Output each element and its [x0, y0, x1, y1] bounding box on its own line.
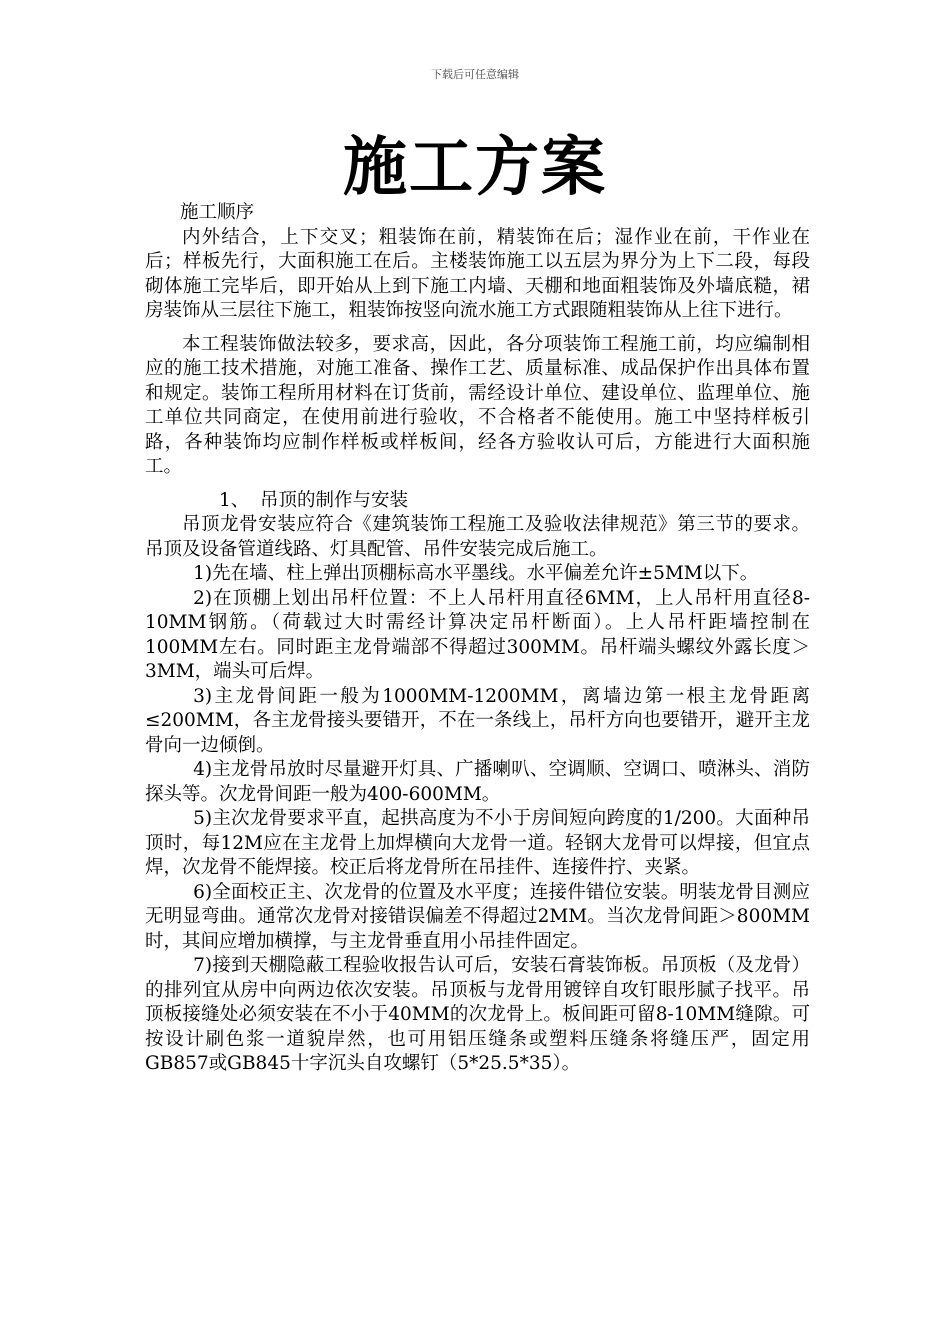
- section-title: 施工顺序: [180, 202, 255, 223]
- step-item-5: 5)主次龙骨要求平直，起拱高度为不小于房间短向跨度的1/200。大面种吊顶时，每12M应在主龙骨上加焊横向大龙骨一道。轻钢大龙骨可以焊接，但宜点焊，次龙骨不能焊接。校正后将龙骨所在吊挂件、连接件拧、夹紧。: [145, 808, 810, 878]
- step-item-7: 7)接到天棚隐蔽工程验收报告认可后，安装石膏装饰板。吊顶板（及龙骨）的排列宜从房中向两边依次安装。吊顶板与龙骨用镀锌自攻钉眼彤腻子找平。吊顶板接缝处必须安装在不小于40MM的次龙骨上。板间距可留8-10MM缝隙。可按设计刷色浆一道貌岸然，也可用铝压缝条或塑料压缝条将缝压严，固定用GB857或GB845十字沉头自攻螺钉（5*25.5*35）。: [145, 955, 810, 1074]
- paragraph-gap: [145, 324, 810, 333]
- document-body: [145, 201, 810, 1077]
- step-item-3: 3)主龙骨间距一般为1000MM-1200MM，离墙边第一根主龙骨距离≤200MM，各主龙骨接头要错开，不在一条线上，吊杆方向也要错开，避开主龙骨向一边倾倒。: [145, 685, 810, 756]
- paragraph-ceiling-intro: 吊顶龙骨安装应符合《建筑装饰工程施工及验收法律规范》第三节的要求。吊顶及设备管道线路、灯具配管、吊件安装完成后施工。: [145, 514, 810, 560]
- step-item-2: 2)在顶棚上划出吊杆位置：不上人吊杆用直径6MM，上人吊杆用直径8-10MM钢筋。（荷载过大时需经计算决定吊杆断面）。上人吊杆距墙控制在100MM左右。同时距主龙骨端部不得超过300MM。吊杆端头螺纹外露长度＞3MM，端头可后焊。: [145, 587, 810, 682]
- heading-ceiling: [145, 489, 810, 514]
- step-item-4: 4)主龙骨吊放时尽量避开灯具、广播喇叭、空调顺、空调口、喷淋头、消防探头等。次龙骨间距一般为400-600MM。: [145, 759, 810, 805]
- document-title: 施工方案: [343, 131, 607, 205]
- heading-number: 1、: [219, 489, 250, 511]
- paragraph-gap: [145, 480, 810, 489]
- heading-text: 吊顶的制作与安装: [260, 489, 409, 511]
- step-item-1: 1)先在墙、柱上弹出顶棚标高水平墨线。水平偏差允许±5MM以下。: [193, 563, 759, 584]
- paragraph-construction-sequence: 内外结合，上下交叉；粗装饰在前，精装饰在后；湿作业在前，干作业在后；样板先行，大面积施工在后。主楼装饰施工以五层为界分为上下二段，每段砌体施工完毕后，即开始从上到下施工内墙、天棚和地面粗装饰及外墙底糙，裙房装饰从三层往下施工，粗装饰按竖向流水施工方式跟随粗装饰从上往下进行。: [145, 226, 810, 321]
- page-header-note: 下载后可任意编辑: [431, 68, 519, 81]
- step-item-6: 6)全面校正主、次龙骨的位置及水平度；连接件错位安装。明装龙骨目测应无明显弯曲。通常次龙骨对接错误偏差不得超过2MM。当次龙骨间距＞800MM时，其间应增加横撑，与主龙骨垂直用小吊挂件固定。: [145, 881, 810, 952]
- paragraph-decoration-requirements: 本工程装饰做法较多，要求高，因此，各分项装饰工程施工前，均应编制相应的施工技术措施，对施工准备、操作工艺、质量标准、成品保护作出具体布置和规定。装饰工程所用材料在订货前，需经设计单位、建设单位、监理单位、施工单位共同商定，在使用前进行验收，不合格者不能使用。施工中坚持样板引路，各种装饰均应制作样板或样板间，经各方验收认可后，方能进行大面积施工。: [145, 333, 810, 477]
